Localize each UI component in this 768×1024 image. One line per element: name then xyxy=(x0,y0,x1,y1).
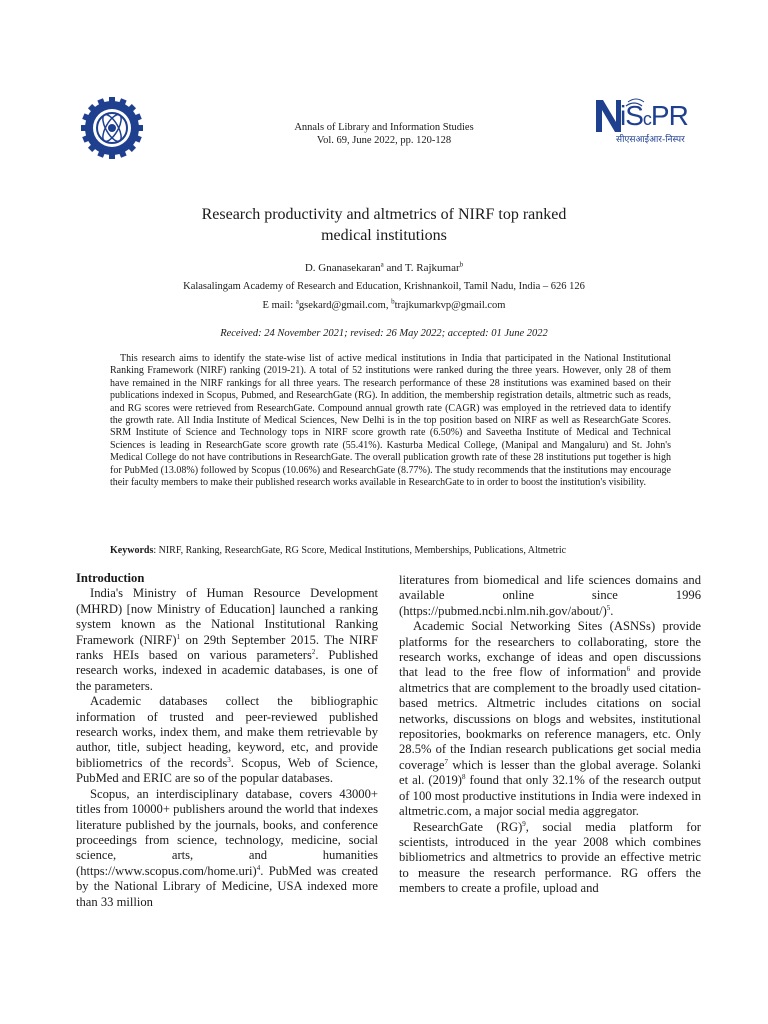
right-paragraph-1: literatures from biomedical and life sciences domains and available online since 1996 (https://pubmed.ncbi.nlm.nih.gov/about/)$^5$. xyxy=(399,573,701,618)
author-2: T. Rajkumar xyxy=(404,262,460,274)
right-paragraph-3: ResearchGate (RG)$^9$, social media platform for scientists, introduced in the year 2008 which combines bibliometrics and altmetrics to provide an effective metric to measure the research performance. RG offers the members to create a profile, upload and xyxy=(399,819,701,896)
email-line xyxy=(0,297,768,311)
left-paragraph-2: Academic databases collect the bibliographic information of trusted and peer-reviewed published research works, index them, and make them retrievable by author, title, subject heading, keyword, etc, and provide bibliometrics of the records$^3$. Scopus, Web of Science, PubMed and ERIC are so of the popular databases. xyxy=(76,694,378,786)
journal-header xyxy=(0,121,768,147)
received-dates: Received: 24 November 2021; revised: 26 May 2022; accepted: 01 June 2022 xyxy=(220,328,548,339)
logo-wordmark: iScPR xyxy=(620,100,688,131)
keywords xyxy=(110,545,710,556)
keywords-label: Keywords xyxy=(110,545,154,556)
author-2-sup: b xyxy=(459,260,464,269)
affiliation: Kalasalingam Academy of Research and Education, Krishnankoil, Tamil Nadu, India – 626 126 xyxy=(183,281,585,292)
title-line-2: medical institutions xyxy=(321,227,447,244)
right-column xyxy=(399,573,701,897)
left-paragraph-3: Scopus, an interdisciplinary database, covers 43000+ titles from 10000+ publishers around the world that indexes literature published by the journals, books, and conference proceedings from science, technology, medicine, social science, arts, and humanities (https://www.scopus.com/home.uri)$^4$. PubMed was created by the National Library of Medicine, USA indexed more than 33 million xyxy=(76,786,378,909)
journal-name: Annals of Library and Information Studies xyxy=(294,122,474,133)
introduction-heading: Introduction xyxy=(76,571,145,585)
right-paragraph-2: Academic Social Networking Sites (ASNSs) provide platforms for the researchers to collaborating, store the research works, exchange of ideas and open discussions that lead to the free flow of information$^6$ and provide altmetrics that are complement to the broadly used citation-based metrics. Altmetric includes citations on social networks, discussions on blogs and websites, institutional repositories, bookmarks on reference managers, etc. Only 28.5% of the Indian research publications get social media coverage$^7$ which is lesser than the global average. Solanki et al. $(2019)^8$ found that only 32.1% of the research output of 100 most productive institutions in India were indexed in altmetric.com, a major social media aggregator. xyxy=(399,619,701,819)
abstract: This research aims to identify the state-wise list of active medical institutions in India that participated in the National Institutional Ranking Framework (NIRF) ranking (2019-21). A total of 52 institutions were ranked during the three years. However, only 28 of them have remained in the NIRF rankings for all three years. The research performance of these 28 institutions was examined based on their publications indexed in Scopus, Pubmed, and ResearchGate (RG). In addition, the membership registration details, altmetric such as reads, and RG scores were retrieved from ResearchGate. Compound annual growth rate (CAGR) was employed in the retrieved data to identify the growth rate. All India Institute of Medical Sciences, New Delhi is in the top position based on NIRF as well as ResearchGate Scores. SRM Institute of Science and Technology tops in NIRF score growth rate (6.50%) and Saveetha Institute of Medical and Technical Sciences is leading in ResearchGate score growth rate (55.41%). Kasturba Medical College, (Manipal and Mangaluru) and St. John's Medical College do not have contributions in ResearchGate. The overall publication growth rate of these 28 institutions put together is high for PubMed (13.08%) followed by Scopus (10.06%) and ResearchGate (8.77%). The study recommends that the institutions may encourage their faculty members to make their published research works available in ResearchGate to in order to boost the institution's visibility. xyxy=(110,353,671,489)
email-2[interactable]: trajkumarkvp@gmail.com xyxy=(394,300,506,311)
authors xyxy=(0,262,768,274)
email-1-sup: a xyxy=(295,297,299,306)
author-and: and xyxy=(383,262,405,274)
left-paragraph-1: India's Ministry of Human Resource Development (MHRD) [now Ministry of Education] launched a ranking system known as the National Institutional Ranking Framework (NIRF)$^1$ on 29th September 2015. The NIRF ranks HEIs based on various parameters$^2$. Published research works, indexed in academic databases, is one of the parameters. xyxy=(76,586,378,693)
author-1: D. Gnanasekaran xyxy=(304,262,381,274)
logo-hindi-text: सीएसआईआर-निस्पर xyxy=(616,135,685,145)
email-label: E mail: xyxy=(262,300,296,311)
title-line-1: Research productivity and altmetrics of NIRF top ranked xyxy=(201,206,567,223)
author-1-sup: a xyxy=(380,260,384,269)
keywords-list: : NIRF, Ranking, ResearchGate, RG Score, Medical Institutions, Memberships, Publications, Altmetric xyxy=(153,545,567,556)
left-column xyxy=(76,571,378,910)
article-title xyxy=(120,204,648,246)
email-1[interactable]: gsekard@gmail.com, xyxy=(298,300,392,311)
email-2-sup: b xyxy=(391,297,395,306)
journal-volume: Vol. 69, June 2022, pp. 120-128 xyxy=(316,135,452,146)
